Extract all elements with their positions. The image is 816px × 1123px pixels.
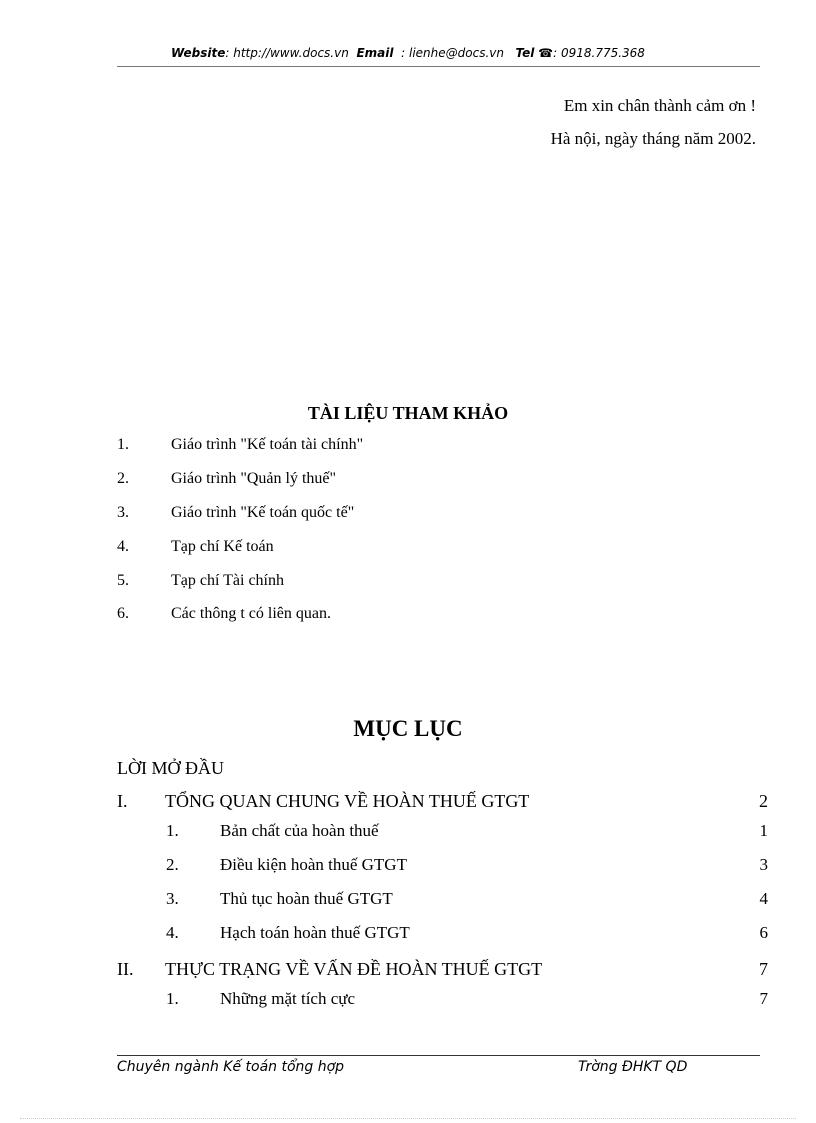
website-label: Website (171, 46, 226, 60)
toc-intro: LỜI MỞ ĐẦU (117, 758, 224, 778)
references-title: TÀI LIỆU THAM KHẢO (307, 403, 509, 423)
website-value: : http://www.docs.vn (225, 46, 349, 60)
list-item: 2. Giáo trình "Quản lý thuế" (117, 470, 337, 487)
tel-value: : 0918.775.368 (553, 46, 645, 60)
toc-title: MỤC LỤC (353, 716, 463, 741)
header-rule (117, 66, 760, 67)
list-item: 6. Các thông t có liên quan. (117, 605, 331, 622)
tel-label: Tel (515, 46, 535, 60)
list-item: 5. Tạp chí Tài chính (117, 572, 284, 589)
footer-right: Trờng ĐHKT QD (578, 1059, 688, 1075)
list-item: 1. Giáo trình "Kế toán tài chính" (117, 436, 364, 453)
email-value: : lienhe@docs.vn (401, 46, 504, 60)
list-item: 3. Giáo trình "Kế toán quốc tế" (117, 504, 355, 521)
footer-rule (117, 1055, 760, 1056)
page-header (0, 46, 816, 60)
page-edge-divider (20, 1118, 796, 1119)
footer-left: Chuyên ngành Kế toán tổng hợp (117, 1059, 345, 1075)
closing-thanks: Em xin chân thành cảm ơn ! (563, 96, 756, 115)
telephone-icon: ☎ (538, 46, 554, 60)
closing-date: Hà nội, ngày tháng năm 2002. (550, 129, 756, 148)
email-label: Email (356, 46, 394, 60)
list-item: 4. Tạp chí Kế toán (117, 538, 274, 555)
